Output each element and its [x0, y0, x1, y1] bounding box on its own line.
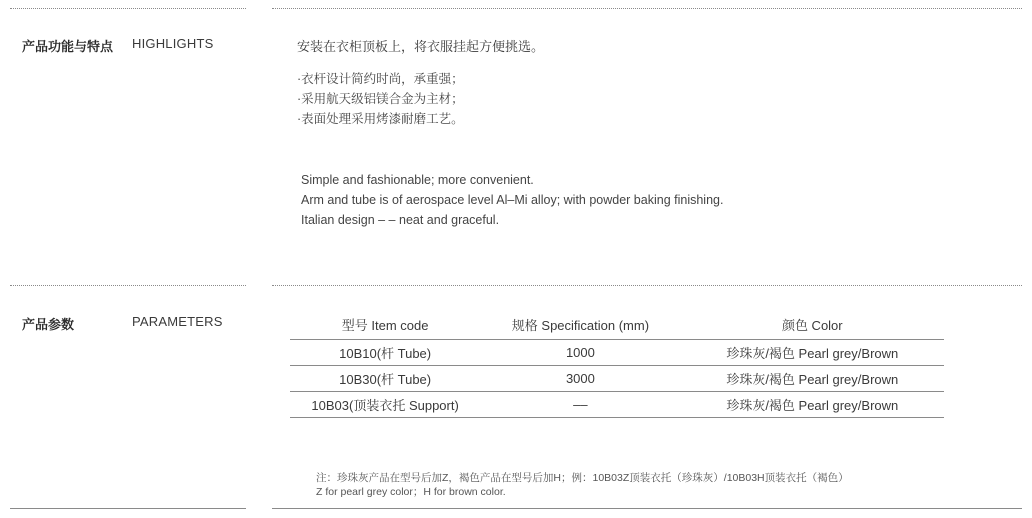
bottom-divider-left [10, 508, 246, 509]
cell-item-code: 10B10(杆 Tube) [290, 340, 480, 366]
highlight-bullet: ·表面处理采用烤漆耐磨工艺。 [297, 112, 464, 126]
parameters-title-en: PARAMETERS [132, 314, 223, 329]
column-header-specification: 规格 Specification (mm) [480, 310, 680, 340]
cell-specification: 1000 [480, 340, 680, 366]
highlights-intro: 安装在衣柜顶板上，将衣服挂起方便挑选。 [297, 39, 545, 54]
middle-divider-left [10, 285, 246, 286]
highlights-title-en: HIGHLIGHTS [132, 36, 214, 51]
highlight-en-line: Arm and tube is of aerospace level Al–Mi alloy; with powder baking finishing. [301, 193, 724, 207]
cell-specification: 3000 [480, 366, 680, 392]
table-row [290, 340, 944, 366]
column-header-item-code: 型号 Item code [290, 310, 480, 340]
table-row [290, 366, 944, 392]
table-row [290, 392, 944, 418]
cell-color: 珍珠灰/褐色 Pearl grey/Brown [681, 340, 944, 366]
cell-item-code: 10B30(杆 Tube) [290, 366, 480, 392]
parameters-note [316, 471, 849, 499]
cell-specification: –– [480, 392, 680, 418]
parameters-table [290, 310, 944, 418]
note-cn: 注：珍珠灰产品在型号后加Z，褐色产品在型号后加H；例：10B03Z顶装衣托（珍珠灰）/10B03H顶装衣托（褐色） [316, 472, 849, 484]
bottom-divider-right [272, 508, 1022, 509]
highlight-en-line: Italian design – – neat and graceful. [301, 213, 500, 227]
highlight-en-line: Simple and fashionable; more convenient. [301, 173, 534, 187]
table-header-row [290, 310, 944, 340]
cell-item-code: 10B03(顶装衣托 Support) [290, 392, 480, 418]
highlights-english [301, 170, 723, 230]
cell-color: 珍珠灰/褐色 Pearl grey/Brown [681, 392, 944, 418]
cell-color: 珍珠灰/褐色 Pearl grey/Brown [681, 366, 944, 392]
column-header-color: 颜色 Color [681, 310, 944, 340]
parameters-title-cn: 产品参数 [22, 317, 75, 332]
note-en: Z for pearl grey color；H for brown color. [316, 486, 506, 498]
top-divider-right [272, 8, 1022, 9]
highlight-bullet: ·采用航天级铝镁合金为主材； [297, 92, 464, 106]
highlights-bullets [297, 69, 464, 129]
highlights-title-cn: 产品功能与特点 [22, 39, 114, 54]
middle-divider-right [272, 285, 1022, 286]
highlight-bullet: ·衣杆设计简约时尚，承重强； [297, 72, 464, 86]
top-divider-left [10, 8, 246, 9]
